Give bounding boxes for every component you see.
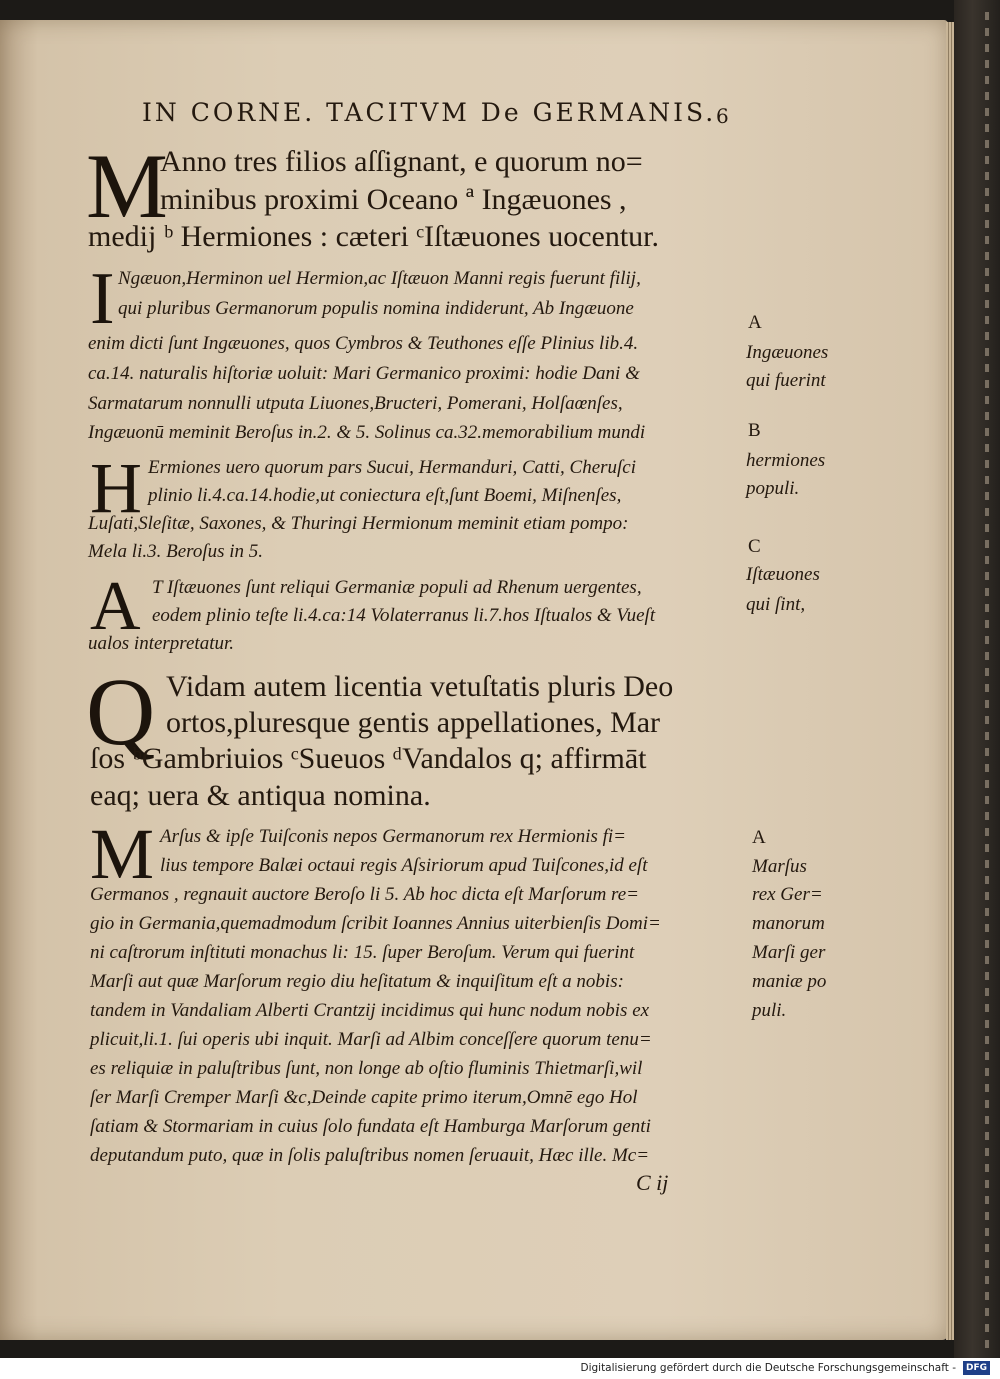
marginal-note: populi.: [746, 478, 800, 499]
binding-strip: [954, 0, 1000, 1358]
note-m-line: ſatiam & Stormariam in cuius ſolo fundata eſt Hamburga Marſorum genti: [90, 1116, 651, 1137]
binding-stitch: [985, 12, 989, 1352]
drop-cap-q: Q: [86, 658, 156, 765]
note-b-line: Mela li.3. Beroſus in 5.: [88, 541, 264, 562]
page-number: 6: [716, 104, 729, 128]
note-a-line: ca.14. naturalis hiſtoriæ uoluit: Mari Germanico proximi: hodie Dani &: [88, 363, 640, 384]
marginal-letter: A: [748, 312, 762, 333]
dfg-logo: DFG: [963, 1361, 990, 1375]
section2-line: Vidam autem licentia vetuſtatis pluris Deo: [166, 670, 674, 703]
section1-line: minibus proximi Oceano ª Ingæuones ,: [160, 183, 627, 216]
section2-line: eaq; uera & antiqua nomina.: [90, 779, 431, 812]
note-m-line: Marſi aut quæ Marſorum regio diu heſitatum & inquiſitum eſt a nobis:: [90, 971, 624, 992]
drop-cap-m: M: [86, 135, 168, 237]
marginal-note: qui ſint,: [746, 594, 806, 615]
note-m-line: Arſus & ipſe Tuiſconis nepos Germanorum rex Hermionis fi=: [160, 826, 626, 847]
note-a-line: Sarmatarum nonnulli utputa Liuones,Bructeri, Pomerani, Holſaœnſes,: [88, 393, 623, 414]
page-edge: [946, 22, 954, 1340]
running-title: IN CORNE. TACITVM De GERMANIS.: [142, 98, 717, 127]
footer-credit: Digitalisierung gefördert durch die Deutsche Forschungsgemeinschaft -: [580, 1362, 956, 1374]
note-b-line: Luſati,Sleſitæ, Saxones, & Thuringi Hermionum meminit etiam pompo:: [88, 513, 629, 534]
marginal-note: hermiones: [746, 450, 826, 471]
note-m-line: Germanos , regnauit auctore Beroſo li 5. Ab hoc dicta eſt Marſorum re=: [90, 884, 639, 905]
note-a-line: enim dicti ſunt Ingæuones, quos Cymbros & Teuthones eſſe Plinius lib.4.: [88, 333, 639, 354]
note-m-line: plicuit,li.1. ſui operis ubi inquit. Marſi ad Albim conceſſere quorum tenu=: [90, 1029, 652, 1050]
marginal-note: rex Ger=: [752, 884, 823, 905]
note-m-line: deputandum puto, quæ in ſolis paluſtribus nomen ſeruauit, Hæc ille. Mc=: [90, 1145, 650, 1166]
note-a-line: qui pluribus Germanorum populis nomina indiderunt, Ab Ingæuone: [118, 298, 634, 319]
note-m-line: lius tempore Balæi octaui regis Aſsiriorum apud Tuiſcones,id eſt: [160, 855, 648, 876]
drop-cap-h: H: [90, 448, 142, 528]
signature-mark: C ij: [636, 1170, 669, 1195]
drop-cap-a: A: [90, 568, 141, 645]
note-m-line: gio in Germania,quemadmodum ſcribit Ioannes Annius uiterbienſis Domi=: [90, 913, 661, 934]
marginal-letter: A: [752, 827, 766, 848]
note-m-line: ni caſtrorum inſtituti monachus li: 15. ſuper Beroſum. Verum qui fuerint: [90, 942, 635, 963]
marginal-note: Iſtæuones: [746, 564, 820, 585]
drop-cap-i: I: [90, 258, 115, 340]
section2-line: ortos,pluresque gentis appellationes, Mar: [166, 706, 661, 739]
drop-cap-m-note: M: [90, 814, 155, 894]
section1-line: medij ᵇ Hermiones : cæteri ᶜIſtæuones uocentur.: [88, 220, 660, 253]
note-a-line: Ngæuon,Herminon uel Hermion,ac Iſtæuon Manni regis fuerunt filij,: [118, 268, 641, 289]
marginal-letter: B: [748, 420, 761, 441]
marginal-note: Marſi ger: [752, 942, 826, 963]
note-c-line: T Iſtæuones ſunt reliqui Germaniæ populi ad Rhenum uergentes,: [152, 577, 642, 598]
marginal-note: Ingæuones: [746, 342, 829, 363]
footer-bar: [0, 1358, 1000, 1379]
note-b-line: plinio li.4.ca.14.hodie,ut coniectura eſt,ſunt Boemi, Miſnenſes,: [148, 485, 622, 506]
marginal-note: qui fuerint: [746, 370, 826, 391]
note-c-line: eodem plinio teſte li.4.ca:14 Volaterranus li.7.hos Iſtualos & Vueſt: [152, 605, 656, 626]
marginal-note: Marſus: [752, 856, 807, 877]
note-b-line: Ermiones uero quorum pars Sucui, Hermanduri, Catti, Cheruſci: [148, 457, 637, 478]
note-a-line: Ingæuonū meminit Beroſus in.2. & 5. Solinus ca.32.memorabilium mundi: [88, 422, 646, 443]
note-m-line: tandem in Vandaliam Alberti Crantzij incidimus qui hunc nodum nobis ex: [90, 1000, 650, 1021]
note-m-line: ſer Marſi Cremper Marſi &c,Deinde capite primo iterum,Omnē ego Hol: [90, 1087, 638, 1108]
section1-line: Anno tres filios aſſignant, e quorum no=: [160, 145, 643, 178]
note-m-line: es reliquiæ in paluſtribus ſunt, non longe ab oſtio fluminis Thietmarſi,wil: [90, 1058, 643, 1079]
marginal-note: maniæ po: [752, 971, 827, 992]
section2-line: ſos ᵇGambriuios ᶜSueuos ᵈVandalos q; affirmāt: [90, 742, 647, 775]
marginal-letter: C: [748, 536, 761, 557]
note-c-line: ualos interpretatur.: [88, 633, 235, 654]
marginal-note: manorum: [752, 913, 825, 934]
marginal-note: puli.: [752, 1000, 787, 1021]
